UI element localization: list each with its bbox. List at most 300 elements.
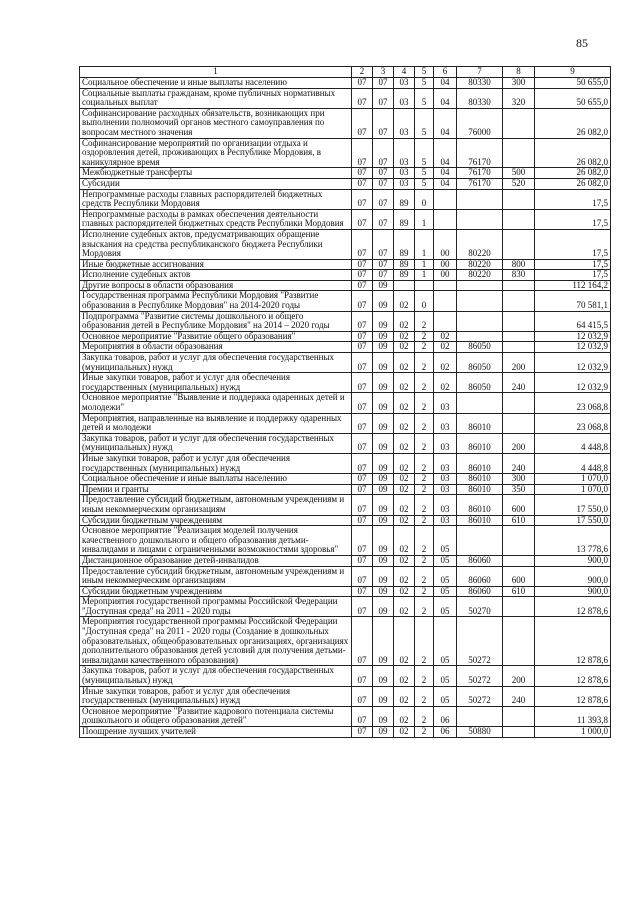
expense-type-cell	[503, 342, 535, 353]
program-cell: 02	[394, 453, 415, 473]
program-cell: 02	[394, 433, 415, 453]
section-cell: 07	[352, 617, 373, 666]
activity-cell: 04	[434, 168, 457, 179]
item-name-cell: Подпрограмма "Развитие системы дошкольного и общего образования детей в Республике Мордовия" на 2014 – 2020 годы	[80, 311, 352, 331]
expense-type-cell: 610	[503, 515, 535, 526]
table-row	[80, 178, 611, 189]
subprogram-cell: 2	[415, 706, 434, 726]
table-row	[80, 666, 611, 686]
program-cell: 89	[394, 259, 415, 270]
expense-type-cell: 610	[503, 586, 535, 597]
table-row	[80, 495, 611, 515]
table-row	[80, 686, 611, 706]
program-cell: 02	[394, 526, 415, 556]
subprogram-cell: 2	[415, 453, 434, 473]
program-cell: 02	[394, 706, 415, 726]
amount-cell: 12 878,6	[535, 597, 611, 617]
program-cell: 02	[394, 727, 415, 738]
program-cell: 02	[394, 566, 415, 586]
table-row	[80, 168, 611, 179]
amount-cell: 17 550,0	[535, 515, 611, 526]
section-cell: 07	[352, 474, 373, 485]
column-header-9: 9	[535, 67, 611, 78]
direction-cell: 86060	[457, 566, 503, 586]
amount-cell: 26 082,0	[535, 168, 611, 179]
activity-cell: 06	[434, 727, 457, 738]
activity-cell: 05	[434, 617, 457, 666]
subprogram-cell: 2	[415, 586, 434, 597]
direction-cell: 80220	[457, 229, 503, 259]
subsection-cell: 07	[373, 270, 394, 281]
section-cell: 07	[352, 727, 373, 738]
program-cell: 89	[394, 229, 415, 259]
amount-cell: 17,5	[535, 270, 611, 281]
item-name-cell: Премии и гранты	[80, 484, 352, 495]
subprogram-cell: 2	[415, 373, 434, 393]
expense-type-cell	[503, 617, 535, 666]
program-cell: 03	[394, 168, 415, 179]
amount-cell: 50 655,0	[535, 88, 611, 108]
direction-cell: 76000	[457, 108, 503, 138]
subprogram-cell: 2	[415, 727, 434, 738]
item-name-cell: Субсидии	[80, 178, 352, 189]
amount-cell: 1 070,0	[535, 484, 611, 495]
section-cell: 07	[352, 270, 373, 281]
section-cell: 07	[352, 393, 373, 413]
subprogram-cell: 1	[415, 270, 434, 281]
expense-type-cell	[503, 526, 535, 556]
section-cell: 07	[352, 209, 373, 229]
item-name-cell: Мероприятия в области образования	[80, 342, 352, 353]
item-name-cell: Основное мероприятие "Развитие общего образования"	[80, 331, 352, 342]
direction-cell: 76170	[457, 138, 503, 168]
subprogram-cell: 2	[415, 331, 434, 342]
expense-type-cell: 200	[503, 353, 535, 373]
section-cell: 07	[352, 433, 373, 453]
subsection-cell: 09	[373, 453, 394, 473]
subprogram-cell: 5	[415, 178, 434, 189]
subsection-cell: 07	[373, 209, 394, 229]
program-cell: 03	[394, 78, 415, 89]
subsection-cell: 07	[373, 189, 394, 209]
program-cell: 02	[394, 331, 415, 342]
activity-cell: 04	[434, 108, 457, 138]
item-name-cell: Закупка товаров, работ и услуг для обеспечения государственных (муниципальных) нужд	[80, 666, 352, 686]
activity-cell: 03	[434, 413, 457, 433]
activity-cell: 03	[434, 453, 457, 473]
item-name-cell: Непрограммные расходы главных распорядителей бюджетных средств Республики Мордовия	[80, 189, 352, 209]
direction-cell: 86060	[457, 555, 503, 566]
subprogram-cell: 2	[415, 353, 434, 373]
column-header-4: 4	[394, 67, 415, 78]
expense-type-cell: 520	[503, 178, 535, 189]
table-row	[80, 453, 611, 473]
subprogram-cell: 0	[415, 291, 434, 311]
column-header-8: 8	[503, 67, 535, 78]
expense-type-cell	[503, 555, 535, 566]
program-cell: 02	[394, 617, 415, 666]
activity-cell: 02	[434, 342, 457, 353]
subsection-cell: 07	[373, 78, 394, 89]
table-row	[80, 474, 611, 485]
budget-table	[79, 66, 611, 738]
subsection-cell: 09	[373, 666, 394, 686]
subsection-cell: 09	[373, 393, 394, 413]
item-name-cell: Другие вопросы в области образования	[80, 280, 352, 291]
direction-cell: 80330	[457, 78, 503, 89]
section-cell: 07	[352, 138, 373, 168]
section-cell: 07	[352, 413, 373, 433]
section-cell: 07	[352, 566, 373, 586]
subsection-cell: 09	[373, 474, 394, 485]
subprogram-cell: 2	[415, 495, 434, 515]
table-row	[80, 353, 611, 373]
item-name-cell: Мероприятия государственной программы Российской Федерации "Доступная среда" на 2011 - 2020 годы	[80, 597, 352, 617]
subsection-cell: 07	[373, 229, 394, 259]
expense-type-cell	[503, 311, 535, 331]
direction-cell	[457, 189, 503, 209]
table-row	[80, 727, 611, 738]
activity-cell: 05	[434, 586, 457, 597]
item-name-cell: Межбюджетные трансферты	[80, 168, 352, 179]
table-row	[80, 393, 611, 413]
expense-type-cell	[503, 108, 535, 138]
amount-cell: 26 082,0	[535, 138, 611, 168]
subprogram-cell: 2	[415, 474, 434, 485]
expense-type-cell: 300	[503, 78, 535, 89]
amount-cell: 112 164,2	[535, 280, 611, 291]
item-name-cell: Иные бюджетные ассигнования	[80, 259, 352, 270]
subprogram-cell: 2	[415, 393, 434, 413]
table-row	[80, 209, 611, 229]
subsection-cell: 09	[373, 617, 394, 666]
section-cell: 07	[352, 280, 373, 291]
direction-cell	[457, 311, 503, 331]
subsection-cell: 07	[373, 178, 394, 189]
section-cell: 07	[352, 555, 373, 566]
expense-type-cell	[503, 393, 535, 413]
direction-cell	[457, 706, 503, 726]
item-name-cell: Иные закупки товаров, работ и услуг для обеспечения государственных (муниципальных) нужд	[80, 453, 352, 473]
amount-cell: 26 082,0	[535, 108, 611, 138]
subsection-cell: 09	[373, 342, 394, 353]
subsection-cell: 09	[373, 526, 394, 556]
direction-cell: 50272	[457, 686, 503, 706]
table-row	[80, 291, 611, 311]
page-number: 85	[576, 36, 588, 50]
activity-cell: 04	[434, 178, 457, 189]
subsection-cell: 07	[373, 108, 394, 138]
table-row	[80, 280, 611, 291]
direction-cell: 86010	[457, 453, 503, 473]
item-name-cell: Субсидии бюджетным учреждениям	[80, 515, 352, 526]
expense-type-cell: 800	[503, 259, 535, 270]
subsection-cell: 09	[373, 433, 394, 453]
amount-cell: 17,5	[535, 189, 611, 209]
program-cell: 02	[394, 495, 415, 515]
subprogram-cell: 5	[415, 78, 434, 89]
program-cell: 03	[394, 138, 415, 168]
amount-cell: 12 032,9	[535, 373, 611, 393]
subprogram-cell: 5	[415, 88, 434, 108]
amount-cell: 17,5	[535, 229, 611, 259]
section-cell: 07	[352, 373, 373, 393]
subprogram-cell: 2	[415, 666, 434, 686]
item-name-cell: Иные закупки товаров, работ и услуг для обеспечения государственных (муниципальных) нужд	[80, 686, 352, 706]
activity-cell: 03	[434, 474, 457, 485]
program-cell: 02	[394, 474, 415, 485]
activity-cell: 05	[434, 566, 457, 586]
subsection-cell: 09	[373, 686, 394, 706]
subprogram-cell: 2	[415, 555, 434, 566]
activity-cell: 05	[434, 666, 457, 686]
table-row	[80, 706, 611, 726]
item-name-cell: Основное мероприятие "Выявление и поддержка одаренных детей и молодежи"	[80, 393, 352, 413]
subprogram-cell	[415, 280, 434, 291]
section-cell: 07	[352, 686, 373, 706]
activity-cell: 02	[434, 373, 457, 393]
program-cell: 89	[394, 189, 415, 209]
program-cell: 02	[394, 515, 415, 526]
item-name-cell: Социальные выплаты гражданам, кроме публичных нормативных социальных выплат	[80, 88, 352, 108]
program-cell: 02	[394, 666, 415, 686]
table-row	[80, 526, 611, 556]
amount-cell: 4 448,8	[535, 433, 611, 453]
column-header-7: 7	[457, 67, 503, 78]
subsection-cell: 09	[373, 373, 394, 393]
program-cell: 02	[394, 342, 415, 353]
direction-cell: 86010	[457, 484, 503, 495]
section-cell: 07	[352, 597, 373, 617]
section-cell: 07	[352, 495, 373, 515]
section-cell: 07	[352, 342, 373, 353]
subsection-cell: 09	[373, 586, 394, 597]
column-header-6: 6	[434, 67, 457, 78]
program-cell: 02	[394, 413, 415, 433]
program-cell: 02	[394, 555, 415, 566]
direction-cell: 86010	[457, 433, 503, 453]
table-row	[80, 484, 611, 495]
activity-cell: 03	[434, 393, 457, 413]
amount-cell: 70 581,1	[535, 291, 611, 311]
table-row	[80, 586, 611, 597]
subprogram-cell: 1	[415, 259, 434, 270]
item-name-cell: Исполнение судебных актов	[80, 270, 352, 281]
direction-cell: 86010	[457, 474, 503, 485]
expense-type-cell	[503, 727, 535, 738]
activity-cell	[434, 189, 457, 209]
amount-cell: 4 448,8	[535, 453, 611, 473]
table-row	[80, 78, 611, 89]
activity-cell: 03	[434, 515, 457, 526]
table-row	[80, 138, 611, 168]
activity-cell: 00	[434, 259, 457, 270]
subprogram-cell: 5	[415, 168, 434, 179]
expense-type-cell: 200	[503, 666, 535, 686]
direction-cell: 50880	[457, 727, 503, 738]
item-name-cell: Предоставление субсидий бюджетным, автономным учреждениям и иным некоммерческим организациям	[80, 495, 352, 515]
table-row	[80, 515, 611, 526]
program-cell: 02	[394, 586, 415, 597]
table-row	[80, 331, 611, 342]
amount-cell: 64 415,5	[535, 311, 611, 331]
activity-cell	[434, 209, 457, 229]
table-row	[80, 566, 611, 586]
direction-cell: 50270	[457, 597, 503, 617]
subprogram-cell: 0	[415, 189, 434, 209]
section-cell: 07	[352, 484, 373, 495]
amount-cell: 23 068,8	[535, 393, 611, 413]
activity-cell: 05	[434, 686, 457, 706]
section-cell: 07	[352, 353, 373, 373]
direction-cell: 86010	[457, 413, 503, 433]
direction-cell	[457, 393, 503, 413]
expense-type-cell: 200	[503, 433, 535, 453]
subprogram-cell: 2	[415, 515, 434, 526]
section-cell: 07	[352, 311, 373, 331]
amount-cell: 900,0	[535, 566, 611, 586]
program-cell: 03	[394, 88, 415, 108]
item-name-cell: Государственная программа Республики Мордовия "Развитие образования в Республике Мордовия" на 2014-2020 годы	[80, 291, 352, 311]
program-cell	[394, 280, 415, 291]
subprogram-cell: 1	[415, 229, 434, 259]
amount-cell: 12 032,9	[535, 331, 611, 342]
subprogram-cell: 5	[415, 138, 434, 168]
table-row	[80, 259, 611, 270]
item-name-cell: Исполнение судебных актов, предусматривающих обращение взыскания на средства республиканского бюджета Республики Мордовия	[80, 229, 352, 259]
section-cell: 07	[352, 706, 373, 726]
subsection-cell: 07	[373, 259, 394, 270]
section-cell: 07	[352, 586, 373, 597]
subsection-cell: 09	[373, 597, 394, 617]
section-cell: 07	[352, 331, 373, 342]
amount-cell: 1 070,0	[535, 474, 611, 485]
subprogram-cell: 2	[415, 566, 434, 586]
table-row	[80, 229, 611, 259]
direction-cell: 86050	[457, 353, 503, 373]
activity-cell: 05	[434, 555, 457, 566]
direction-cell: 86050	[457, 373, 503, 393]
item-name-cell: Поощрение лучших учителей	[80, 727, 352, 738]
program-cell: 02	[394, 597, 415, 617]
direction-cell	[457, 331, 503, 342]
section-cell: 07	[352, 229, 373, 259]
table-row	[80, 597, 611, 617]
program-cell: 02	[394, 393, 415, 413]
table-row	[80, 413, 611, 433]
table-row	[80, 270, 611, 281]
subsection-cell: 07	[373, 138, 394, 168]
direction-cell: 80220	[457, 270, 503, 281]
amount-cell: 11 393,8	[535, 706, 611, 726]
expense-type-cell	[503, 413, 535, 433]
amount-cell: 12 878,6	[535, 666, 611, 686]
activity-cell: 03	[434, 433, 457, 453]
column-header-5: 5	[415, 67, 434, 78]
program-cell: 02	[394, 686, 415, 706]
subprogram-cell: 2	[415, 433, 434, 453]
expense-type-cell	[503, 138, 535, 168]
item-name-cell: Закупка товаров, работ и услуг для обеспечения государственных (муниципальных) нужд	[80, 353, 352, 373]
subprogram-cell: 2	[415, 484, 434, 495]
expense-type-cell: 240	[503, 453, 535, 473]
expense-type-cell	[503, 280, 535, 291]
subprogram-cell: 1	[415, 209, 434, 229]
item-name-cell: Софинансирование расходных обязательств, возникающих при выполнении полномочий органов местного самоуправления по вопросам местного значения	[80, 108, 352, 138]
activity-cell: 03	[434, 484, 457, 495]
subprogram-cell: 2	[415, 311, 434, 331]
activity-cell	[434, 311, 457, 331]
section-cell: 07	[352, 515, 373, 526]
subprogram-cell: 2	[415, 342, 434, 353]
activity-cell: 04	[434, 78, 457, 89]
table-row	[80, 433, 611, 453]
expense-type-cell	[503, 189, 535, 209]
subprogram-cell: 2	[415, 597, 434, 617]
direction-cell	[457, 280, 503, 291]
expense-type-cell: 300	[503, 474, 535, 485]
activity-cell: 03	[434, 495, 457, 515]
direction-cell: 86010	[457, 495, 503, 515]
section-cell: 07	[352, 291, 373, 311]
table-body	[80, 78, 611, 738]
item-name-cell: Предоставление субсидий бюджетным, автономным учреждениям и иным некоммерческим организациям	[80, 566, 352, 586]
expense-type-cell: 240	[503, 373, 535, 393]
item-name-cell: Социальное обеспечение и иные выплаты населению	[80, 474, 352, 485]
item-name-cell: Закупка товаров, работ и услуг для обеспечения государственных (муниципальных) нужд	[80, 433, 352, 453]
activity-cell: 02	[434, 353, 457, 373]
subprogram-cell: 2	[415, 413, 434, 433]
direction-cell: 50272	[457, 617, 503, 666]
column-header-1: 1	[80, 67, 352, 78]
section-cell: 07	[352, 168, 373, 179]
subsection-cell: 09	[373, 484, 394, 495]
subprogram-cell: 2	[415, 686, 434, 706]
program-cell: 89	[394, 270, 415, 281]
subsection-cell: 09	[373, 280, 394, 291]
amount-cell: 12 032,9	[535, 353, 611, 373]
item-name-cell: Иные закупки товаров, работ и услуг для обеспечения государственных (муниципальных) нужд	[80, 373, 352, 393]
expense-type-cell	[503, 706, 535, 726]
table-row	[80, 342, 611, 353]
program-cell: 02	[394, 353, 415, 373]
activity-cell: 06	[434, 706, 457, 726]
section-cell: 07	[352, 526, 373, 556]
item-name-cell: Мероприятия, направленные на выявление и поддержку одаренных детей и молодежи	[80, 413, 352, 433]
amount-cell: 26 082,0	[535, 178, 611, 189]
activity-cell: 04	[434, 138, 457, 168]
table-row	[80, 555, 611, 566]
program-cell: 03	[394, 108, 415, 138]
amount-cell: 17,5	[535, 209, 611, 229]
header-row	[80, 67, 611, 78]
amount-cell: 17 550,0	[535, 495, 611, 515]
section-cell: 07	[352, 178, 373, 189]
subsection-cell: 09	[373, 413, 394, 433]
item-name-cell: Основное мероприятие "Реализация моделей получения качественного дошкольного и общего образования детьми-инвалидами и лицами с ограниченными возможностями здоровья"	[80, 526, 352, 556]
direction-cell: 50272	[457, 666, 503, 686]
expense-type-cell: 500	[503, 168, 535, 179]
expense-type-cell: 320	[503, 88, 535, 108]
program-cell: 02	[394, 373, 415, 393]
activity-cell: 05	[434, 597, 457, 617]
subsection-cell: 07	[373, 88, 394, 108]
program-cell: 03	[394, 178, 415, 189]
expense-type-cell: 830	[503, 270, 535, 281]
section-cell: 07	[352, 88, 373, 108]
table-row	[80, 373, 611, 393]
expense-type-cell	[503, 229, 535, 259]
